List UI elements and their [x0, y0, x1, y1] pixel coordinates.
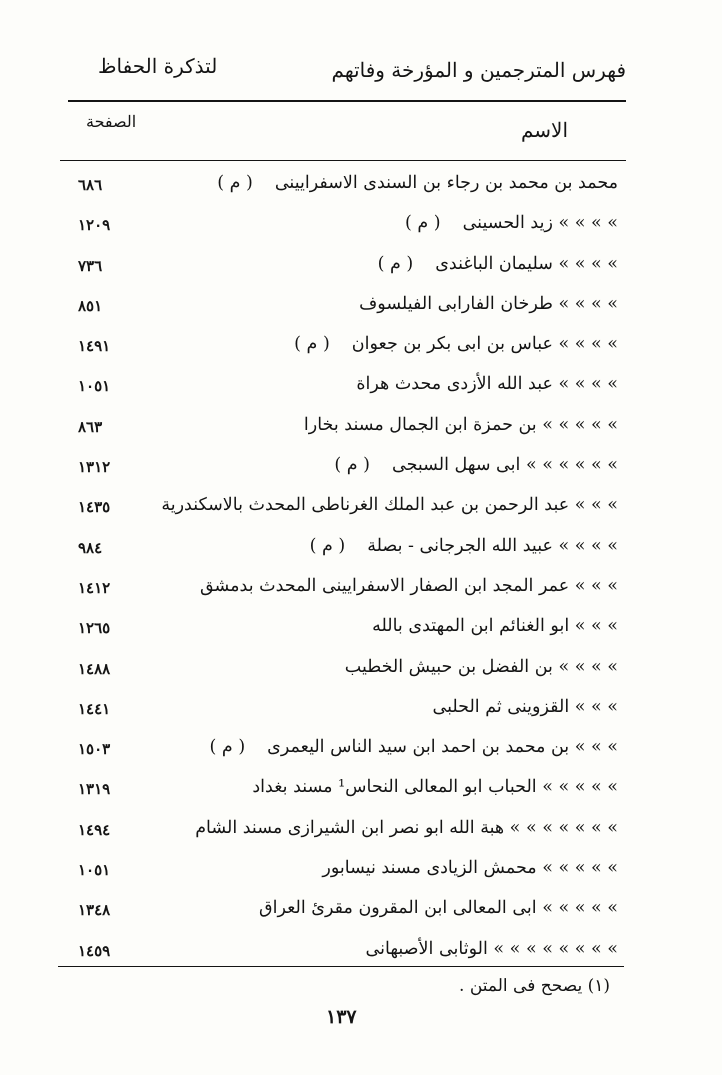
footnote: (١) يصحح فى المتن . [459, 976, 610, 996]
running-head-book: لتذكرة الحفاظ [98, 54, 218, 78]
entry-name [304, 415, 618, 435]
index-entry [56, 249, 618, 289]
entry-name-text: » » » » » محمش الزيادى مسند نيسابور [322, 858, 618, 879]
entry-page-number: ١٤٣٥ [78, 498, 111, 517]
index-entry [56, 450, 618, 490]
entry-name-text: » » » » » الحباب ابو المعالى النحاس¹ مسند بغداد [252, 777, 618, 798]
entry-name [195, 818, 618, 838]
entry-page-number: ٨٥١ [78, 296, 103, 315]
index-entry [56, 490, 618, 530]
index-entries [56, 168, 618, 974]
index-entry [56, 732, 618, 772]
entry-page-number: ١٣١٩ [78, 780, 111, 799]
index-entry [56, 369, 618, 409]
entry-name-text: » » » عمر المجد ابن الصفار الاسفرايينى المحدث بدمشق [199, 575, 618, 596]
entry-page-number: ١٥٠٣ [78, 740, 111, 759]
entry-name [210, 737, 618, 757]
entry-name-text: » » » » بن الفضل بن حبيش الخطيب [344, 656, 618, 677]
entry-name [405, 213, 618, 233]
header-rule [68, 100, 626, 102]
entry-page-number: ١٤٨٨ [78, 659, 111, 678]
entry-name [366, 939, 618, 959]
entry-name-text: » » » عبد الرحمن بن عبد الملك الغرناطى المحدث بالاسكندرية [161, 495, 618, 516]
entry-page-number: ١٣٤٨ [78, 901, 111, 920]
entry-name-text: » » » » » » » » الوثابى الأصبهانى [365, 938, 618, 959]
entry-name-text: » » » القزوينى ثم الحلبى [432, 696, 618, 717]
column-header-rule [60, 160, 626, 161]
entry-name [356, 374, 618, 394]
index-entry [56, 813, 618, 853]
entry-page-number: ٨٦٣ [78, 417, 103, 436]
entry-name [334, 455, 618, 475]
death-mark: ( م ) [209, 737, 246, 758]
entry-page-number: ١٠٥١ [78, 377, 111, 396]
entry-name [259, 898, 618, 918]
entry-name-text: » » » » عبد الله الأزدى محدث هراة [356, 374, 618, 395]
index-entry [56, 652, 618, 692]
column-header-name: الاسم [520, 118, 568, 142]
entry-name [217, 173, 618, 193]
entry-page-number: ١٣١٢ [78, 458, 111, 477]
index-entry [56, 772, 618, 812]
entry-name [345, 657, 618, 677]
index-entry [56, 692, 618, 732]
entry-page-number: ١٢٦٥ [78, 619, 111, 638]
death-mark: ( م ) [294, 334, 330, 355]
entry-page-number: ١٤٩١ [78, 337, 111, 356]
index-entry [56, 208, 618, 248]
index-entry [56, 531, 618, 571]
entry-page-number: ١٠٥١ [78, 861, 111, 880]
entry-name-text: » » » » طرخان الفارابى الفيلسوف [359, 293, 618, 314]
entry-name [322, 858, 618, 878]
entry-name-text: محمد بن محمد بن رجاء بن السندى الاسفرايينى [274, 173, 618, 193]
index-entry [56, 571, 618, 611]
entry-name-text: » » » » عبيد الله الجرجانى - بصلة [367, 535, 618, 556]
running-head [68, 48, 626, 88]
entry-page-number: ١٢٠٩ [78, 216, 111, 235]
death-mark: ( م ) [377, 253, 414, 274]
index-entry [56, 934, 618, 974]
entry-name-text: » » » ابو الغنائم ابن المهتدى بالله [372, 616, 618, 637]
index-entry [56, 611, 618, 651]
death-mark: ( م ) [334, 455, 370, 476]
running-head-title: فهرس المترجمين و المؤرخة وفاتهم [331, 58, 626, 82]
entry-name-text: » » » » » » ابى سهل السبجى [391, 455, 618, 476]
entry-page-number: ١٤١٢ [78, 578, 111, 597]
entry-page-number: ١٤٩٤ [78, 820, 111, 839]
entry-name-text: » » » » » ابى المعالى ابن المقرون مقرئ العراق [259, 898, 618, 919]
entry-name [372, 616, 618, 636]
column-header-page: الصفحة [86, 112, 137, 131]
index-entry [56, 329, 618, 369]
entry-name [433, 697, 619, 717]
index-entry [56, 289, 618, 329]
entry-page-number: ٩٨٤ [78, 538, 103, 557]
death-mark: ( م ) [404, 213, 441, 234]
entry-name-text: » » » » » » » هبة الله ابو نصر ابن الشيرازى مسند الشام [195, 817, 618, 838]
index-entry [56, 168, 618, 208]
entry-name [252, 777, 618, 797]
entry-name [359, 294, 618, 314]
entry-name-text: » » » بن محمد بن احمد ابن سيد الناس اليعمرى [267, 737, 618, 758]
death-mark: ( م ) [217, 173, 253, 193]
entry-name [294, 334, 618, 354]
page-number: ١٣٧ [326, 1006, 357, 1028]
entry-page-number: ١٤٤١ [78, 699, 111, 718]
entry-page-number: ٦٨٦ [78, 176, 103, 194]
entry-page-number: ٧٣٦ [78, 256, 103, 275]
index-entry [56, 853, 618, 893]
entry-name [161, 495, 618, 515]
index-entry [56, 410, 618, 450]
death-mark: ( م ) [309, 535, 346, 556]
entry-name [378, 254, 618, 274]
entry-page-number: ١٤٥٩ [78, 941, 111, 960]
entry-name-text: » » » » زيد الحسينى [462, 213, 618, 234]
entry-name-text: » » » » سليمان الباغندى [435, 253, 618, 274]
entry-name [310, 536, 618, 556]
entry-name [200, 576, 618, 596]
footnote-rule [58, 966, 624, 967]
entry-name-text: » » » » عباس بن ابى بكر بن جعوان [351, 334, 618, 355]
entry-name-text: » » » » » بن حمزة ابن الجمال مسند بخارا [303, 414, 618, 435]
index-entry [56, 893, 618, 933]
